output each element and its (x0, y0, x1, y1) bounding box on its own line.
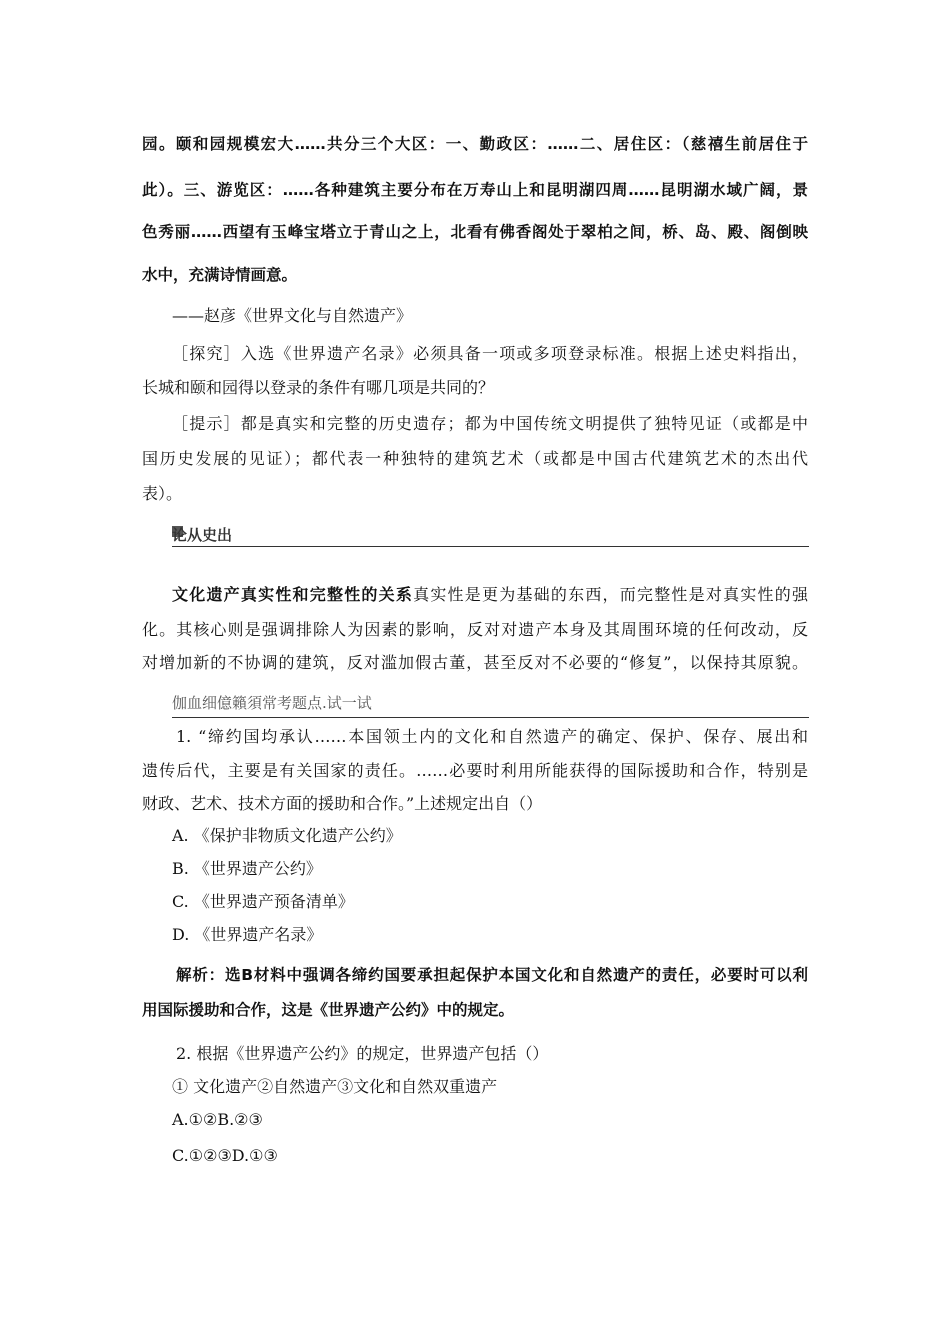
section-header (172, 691, 809, 718)
section-title: 伽血细億籟須常考题点.试一试 (172, 694, 372, 712)
relation-text (172, 585, 808, 605)
option-ab: A.①②B.②③ (172, 1110, 263, 1129)
explore-text: 长城和颐和园得以登录的条件有哪几项是共同的？ (142, 378, 495, 397)
relation-heading: 文化遗产真实性和完整性的关系 (172, 585, 414, 604)
option-c: C. 《世界遗产预备清单》 (172, 892, 354, 911)
explore-text: ［探究］入选《世界遗产名录》必须具备一项或多项登录标准。根据上述史料指出， (172, 344, 808, 363)
question-text: 2. 根据《世界遗产公约》的规定，世界遗产包括（） (176, 1044, 549, 1063)
relation-text: 化。其核心则是强调排除人为因素的影响，反对对遗产本身及其周围环境的任何改动，反 (142, 620, 808, 639)
question-text: 财政、艺术、技术方面的援助和合作。”上述规定出自（） (142, 794, 543, 813)
source-citation: ——赵彦《世界文化与自然遗产》 (172, 306, 413, 325)
hint-text: ［提示］都是真实和完整的历史遗存；都为中国传统文明提供了独特见证（或都是中 (172, 414, 808, 433)
analysis-text: 解析：选B材料中强调各缔约国要承担起保护本国文化和自然遗产的责任，必要时可以利 (176, 966, 808, 984)
hint-text: 国历史发展的见证）；都代表一种独特的建筑艺术（或都是中国古代建筑艺术的杰出代 (142, 449, 808, 468)
question-text: 遗传后代，主要是有关国家的责任。……必要时利用所能获得的国际援助和合作，特别是 (142, 761, 808, 780)
analysis-text: 用国际援助和合作，这是《世界遗产公约》中的规定。 (142, 1001, 515, 1019)
section-header (172, 520, 809, 547)
option-cd: C.①②③D.①③ (172, 1146, 278, 1165)
option-b: B. 《世界遗产公约》 (172, 859, 322, 878)
question-items: ① 文化遗产②自然遗产③文化和自然双重遗产 (172, 1077, 498, 1096)
hint-text: 表）。 (142, 484, 183, 503)
paragraph-line: 色秀丽……西望有玉峰宝塔立于青山之上，北看有佛香阁处于翠柏之间，桥、岛、殿、阁倒映 (142, 223, 808, 241)
paragraph-line: 园。颐和园规模宏大……共分三个大区：一、勤政区：……二、居住区：（慈禧生前居住于 (142, 135, 808, 153)
option-a: A. 《保护非物质文化遗产公约》 (172, 826, 402, 845)
option-d: D. 《世界遗产名录》 (172, 925, 323, 944)
question-text: 1. “缔约国均承认……本国领土内的文化和自然遗产的确定、保护、保存、展出和 (176, 727, 808, 746)
paragraph-line: 水中，充满诗情画意。 (142, 266, 298, 284)
section-title: 论从史出 (172, 526, 233, 544)
paragraph-line: 此）。三、游览区：……各种建筑主要分布在万寿山上和昆明湖四周……昆明湖水域广阔，景 (142, 181, 808, 199)
relation-text: 对增加新的不协调的建筑，反对滥加假古董，甚至反对不必要的“修复”，以保持其原貌。 (142, 653, 808, 672)
relation-text-rest: 真实性是更为基础的东西，而完整性是对真实性的强 (413, 585, 808, 604)
